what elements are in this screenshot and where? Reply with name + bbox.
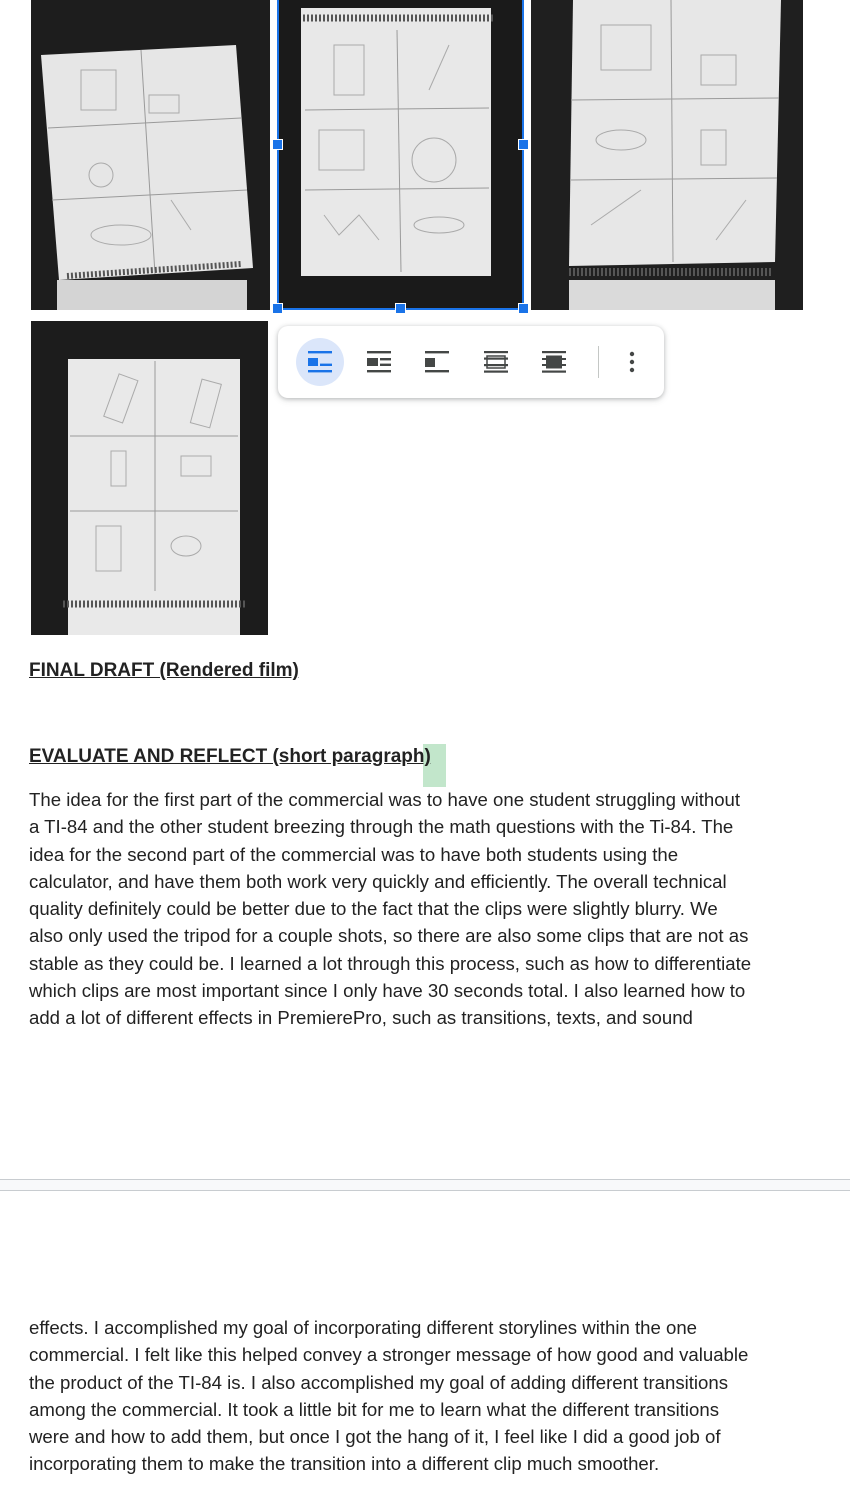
text-line: effects. I accomplished my goal of incorporating different storylines within the one xyxy=(29,1317,698,1338)
resize-handle-bottom-left[interactable] xyxy=(272,303,283,314)
image-options-toolbar xyxy=(278,326,664,398)
in-front-of-text-icon xyxy=(540,348,568,376)
more-vert-icon xyxy=(618,348,646,376)
reflection-paragraph-part-2[interactable] xyxy=(29,1314,841,1478)
wrap-text-button[interactable] xyxy=(355,338,403,386)
toolbar-divider xyxy=(598,346,599,378)
storyboard-photo-3[interactable] xyxy=(531,0,803,310)
resize-handle-middle-right[interactable] xyxy=(518,139,529,150)
text-line: quality definitely could be better due to the fact that the clips were slightly blurry. We xyxy=(29,898,718,920)
storyboard-photo-4[interactable] xyxy=(31,321,268,635)
behind-text-icon xyxy=(482,348,510,376)
text-line: the product of the TI-84 is. I also accomplished my goal of adding different transitions xyxy=(29,1371,729,1393)
break-text-icon xyxy=(423,348,451,376)
text-line: commercial. I felt like this helped convey a stronger message of how good and valuable xyxy=(29,1344,749,1366)
storyboard-photo-1[interactable] xyxy=(31,0,270,310)
storyboard-photo-2[interactable] xyxy=(279,0,523,308)
in-front-of-text-button[interactable] xyxy=(530,338,578,386)
wrap-text-icon xyxy=(365,348,393,376)
behind-text-button[interactable] xyxy=(472,338,520,386)
page-break xyxy=(0,1179,850,1191)
in-line-button[interactable] xyxy=(296,338,344,386)
text-line: were and how to add them, but once I got the hang of it, I feel like I did a good job of xyxy=(29,1426,721,1448)
text-line: a TI-84 and the other student breezing through the math questions with the Ti-84. The xyxy=(29,816,734,838)
text-line: which clips are most important since I only have 30 seconds total. I also learned how to xyxy=(29,980,746,1002)
resize-handle-bottom-right[interactable] xyxy=(518,303,529,314)
evaluate-reflect-heading: EVALUATE AND REFLECT (short paragraph) xyxy=(29,746,431,767)
storyboard-image xyxy=(31,0,270,310)
wrap-inline-icon xyxy=(306,348,334,376)
resize-handle-middle-left[interactable] xyxy=(272,139,283,150)
more-options-button[interactable] xyxy=(608,338,656,386)
storyboard-image xyxy=(531,0,803,310)
reflection-paragraph-part-1[interactable] xyxy=(29,786,841,1032)
text-line: The idea for the first part of the commercial was to have one student struggling without xyxy=(29,789,741,810)
text-line: among the commercial. It took a little bit for me to learn what the different transitions xyxy=(29,1398,720,1420)
text-line: calculator, and have them both work very quickly and efficiently. The overall technical xyxy=(29,870,727,892)
storyboard-image xyxy=(279,0,523,308)
text-line: add a lot of different effects in PremierePro, such as transitions, texts, and sound xyxy=(29,1007,693,1029)
resize-handle-bottom-center[interactable] xyxy=(395,303,406,314)
text-line: stable as they could be. I learned a lot through this process, such as how to differentiate xyxy=(29,952,752,974)
text-line: incorporating them to make the transition into a different clip much smoother. xyxy=(29,1453,660,1475)
text-line: idea for the second part of the commercial was to have both students using the xyxy=(29,843,679,865)
storyboard-image xyxy=(31,321,268,635)
document-page-2 xyxy=(0,1191,850,1487)
final-draft-heading: FINAL DRAFT (Rendered film) xyxy=(29,660,299,681)
break-text-button[interactable] xyxy=(413,338,461,386)
text-line: also only used the tripod for a couple shots, so there are also some clips that are not as xyxy=(29,925,749,947)
